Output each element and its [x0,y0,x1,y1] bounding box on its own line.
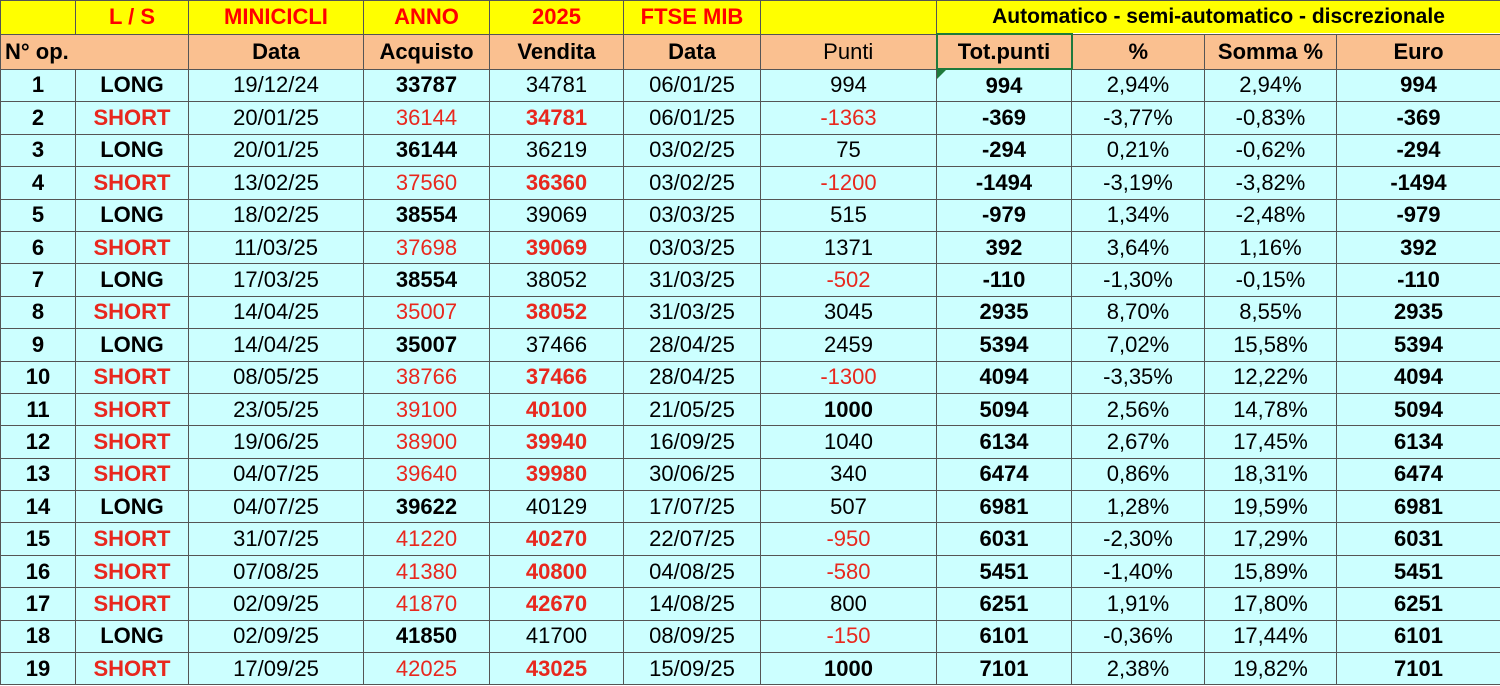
cell-long-short[interactable]: LONG [76,264,189,296]
table-row [1,523,1500,555]
header-data-open[interactable]: Data [189,34,364,69]
cell-acquisto[interactable]: 38900 [364,426,490,458]
cell-op-number[interactable]: 1 [1,69,76,102]
cell-somma-percent[interactable]: -3,82% [1205,167,1337,199]
cell-tot-punti[interactable]: 6031 [937,523,1072,555]
cell-somma-percent[interactable]: 18,31% [1205,458,1337,490]
cell-close-date[interactable]: 03/02/25 [624,167,761,199]
cell-open-date[interactable]: 17/09/25 [189,653,364,685]
cell-somma-percent[interactable]: 14,78% [1205,393,1337,425]
cell-percent[interactable]: 2,56% [1072,393,1205,425]
cell-euro[interactable]: 5394 [1337,329,1500,361]
cell-vendita[interactable]: 38052 [490,264,624,296]
cell-somma-percent[interactable]: 17,29% [1205,523,1337,555]
cell-acquisto[interactable]: 36144 [364,134,490,166]
cell-long-short[interactable]: SHORT [76,426,189,458]
cell-acquisto[interactable]: 37560 [364,167,490,199]
cell-long-short[interactable]: SHORT [76,653,189,685]
table-row [1,653,1500,685]
header-punti[interactable]: Punti [761,34,937,69]
cell-acquisto[interactable]: 39640 [364,458,490,490]
cell-tot-punti[interactable]: -1494 [937,167,1072,199]
table-row [1,329,1500,361]
cell-long-short[interactable]: LONG [76,491,189,523]
cell-punti[interactable]: 2459 [761,329,937,361]
table-row [1,491,1500,523]
title-strategy[interactable]: Automatico - semi-automatico - discrezionale [937,1,1500,35]
cell-close-date[interactable]: 31/03/25 [624,296,761,328]
cell-euro[interactable]: 994 [1337,69,1500,102]
cell-euro[interactable]: -979 [1337,199,1500,231]
cell-percent[interactable]: 7,02% [1072,329,1205,361]
cell-punti[interactable]: 515 [761,199,937,231]
cell-long-short[interactable]: SHORT [76,523,189,555]
cell-op-number[interactable]: 8 [1,296,76,328]
table-row [1,264,1500,296]
cell-percent[interactable]: 1,91% [1072,588,1205,620]
cell-somma-percent[interactable]: -0,15% [1205,264,1337,296]
cell-close-date[interactable]: 08/09/25 [624,620,761,652]
cell-percent[interactable]: 3,64% [1072,231,1205,263]
cell-close-date[interactable]: 15/09/25 [624,653,761,685]
cell-somma-percent[interactable]: 15,58% [1205,329,1337,361]
table-row [1,134,1500,166]
cell-op-number[interactable]: 19 [1,653,76,685]
cell-close-date[interactable]: 03/02/25 [624,134,761,166]
cell-op-number[interactable]: 14 [1,491,76,523]
header-vendita[interactable]: Vendita [490,34,624,69]
cell-acquisto[interactable]: 41380 [364,555,490,587]
table-row [1,231,1500,263]
cell-acquisto[interactable]: 39100 [364,393,490,425]
cell-euro[interactable]: 7101 [1337,653,1500,685]
cell-open-date[interactable]: 11/03/25 [189,231,364,263]
cell-acquisto[interactable]: 41850 [364,620,490,652]
cell-open-date[interactable]: 18/02/25 [189,199,364,231]
cell-euro[interactable]: 5094 [1337,393,1500,425]
cell-somma-percent[interactable]: 19,82% [1205,653,1337,685]
cell-close-date[interactable]: 03/03/25 [624,231,761,263]
cell-close-date[interactable]: 16/09/25 [624,426,761,458]
table-row [1,102,1500,134]
cell-euro[interactable]: 6474 [1337,458,1500,490]
cell-vendita[interactable]: 41700 [490,620,624,652]
cell-open-date[interactable]: 04/07/25 [189,458,364,490]
cell-tot-punti[interactable]: -294 [937,134,1072,166]
cell-op-number[interactable]: 12 [1,426,76,458]
cell-euro[interactable]: 2935 [1337,296,1500,328]
cell-long-short[interactable]: SHORT [76,588,189,620]
cell-punti[interactable]: 340 [761,458,937,490]
cell-vendita[interactable]: 34781 [490,69,624,102]
cell-open-date[interactable]: 04/07/25 [189,491,364,523]
cell-open-date[interactable]: 19/12/24 [189,69,364,102]
cell-open-date[interactable]: 17/03/25 [189,264,364,296]
cell-close-date[interactable]: 28/04/25 [624,329,761,361]
cell-somma-percent[interactable]: 12,22% [1205,361,1337,393]
cell-vendita[interactable]: 42670 [490,588,624,620]
cell-close-date[interactable]: 28/04/25 [624,361,761,393]
cell-vendita[interactable]: 39980 [490,458,624,490]
cell-vendita[interactable]: 37466 [490,361,624,393]
cell-tot-punti[interactable]: 6101 [937,620,1072,652]
cell-euro[interactable]: 6031 [1337,523,1500,555]
table-row [1,426,1500,458]
cell-long-short[interactable]: SHORT [76,361,189,393]
cell-tot-punti[interactable]: 6981 [937,491,1072,523]
table-row [1,167,1500,199]
cell-euro[interactable]: -110 [1337,264,1500,296]
cell-vendita[interactable]: 38052 [490,296,624,328]
cell-open-date[interactable]: 14/04/25 [189,329,364,361]
cell-tot-punti[interactable]: 5394 [937,329,1072,361]
cell-percent[interactable]: -0,36% [1072,620,1205,652]
table-row [1,361,1500,393]
cell-euro[interactable]: 4094 [1337,361,1500,393]
cell-punti[interactable]: 994 [761,69,937,102]
cell-tot-punti[interactable]: 5094 [937,393,1072,425]
cell-op-number[interactable]: 6 [1,231,76,263]
cell-punti[interactable]: -1200 [761,167,937,199]
cell-long-short[interactable]: SHORT [76,393,189,425]
cell-op-number[interactable]: 9 [1,329,76,361]
cell-percent[interactable]: -1,40% [1072,555,1205,587]
cell-punti[interactable]: -1363 [761,102,937,134]
cell-open-date[interactable]: 08/05/25 [189,361,364,393]
cell-tot-punti[interactable]: 6251 [937,588,1072,620]
cell-open-date[interactable]: 20/01/25 [189,134,364,166]
cell-vendita[interactable]: 39069 [490,231,624,263]
cell-acquisto[interactable]: 41220 [364,523,490,555]
header-op-number[interactable]: N° op. [1,34,189,69]
cell-op-number[interactable]: 5 [1,199,76,231]
cell-open-date[interactable]: 23/05/25 [189,393,364,425]
cell-acquisto[interactable]: 38554 [364,199,490,231]
title-cell-empty-2[interactable] [761,1,937,35]
cell-somma-percent[interactable]: 8,55% [1205,296,1337,328]
cell-somma-percent[interactable]: -0,62% [1205,134,1337,166]
cell-vendita[interactable]: 39069 [490,199,624,231]
cell-somma-percent[interactable]: 17,45% [1205,426,1337,458]
cell-vendita[interactable]: 39940 [490,426,624,458]
cell-op-number[interactable]: 4 [1,167,76,199]
cell-vendita[interactable]: 40270 [490,523,624,555]
cell-vendita[interactable]: 40800 [490,555,624,587]
cell-euro[interactable]: 6251 [1337,588,1500,620]
cell-open-date[interactable]: 14/04/25 [189,296,364,328]
cell-percent[interactable]: -1,30% [1072,264,1205,296]
cell-open-date[interactable]: 31/07/25 [189,523,364,555]
cell-op-number[interactable]: 10 [1,361,76,393]
cell-punti[interactable]: -502 [761,264,937,296]
cell-euro[interactable]: 5451 [1337,555,1500,587]
cell-long-short[interactable]: LONG [76,134,189,166]
table-row [1,199,1500,231]
cell-euro[interactable]: 6101 [1337,620,1500,652]
cell-punti[interactable]: 1040 [761,426,937,458]
cell-long-short[interactable]: LONG [76,329,189,361]
cell-op-number[interactable]: 15 [1,523,76,555]
cell-percent[interactable]: 2,38% [1072,653,1205,685]
cell-close-date[interactable]: 22/07/25 [624,523,761,555]
cell-euro[interactable]: 6981 [1337,491,1500,523]
cell-long-short[interactable]: SHORT [76,231,189,263]
cell-acquisto[interactable]: 35007 [364,329,490,361]
cell-close-date[interactable]: 14/08/25 [624,588,761,620]
cell-percent[interactable]: 0,21% [1072,134,1205,166]
cell-punti[interactable]: -950 [761,523,937,555]
cell-close-date[interactable]: 04/08/25 [624,555,761,587]
cell-open-date[interactable]: 02/09/25 [189,588,364,620]
cell-tot-punti[interactable]: 6474 [937,458,1072,490]
cell-somma-percent[interactable]: 15,89% [1205,555,1337,587]
table-row [1,393,1500,425]
cell-acquisto[interactable]: 36144 [364,102,490,134]
cell-somma-percent[interactable]: 17,44% [1205,620,1337,652]
cell-close-date[interactable]: 06/01/25 [624,69,761,102]
header-somma-percent[interactable]: Somma % [1205,34,1337,69]
cell-acquisto[interactable]: 38554 [364,264,490,296]
cell-acquisto[interactable]: 35007 [364,296,490,328]
cell-vendita[interactable]: 43025 [490,653,624,685]
cell-long-short[interactable]: LONG [76,69,189,102]
cell-percent[interactable]: 1,28% [1072,491,1205,523]
header-row [1,34,1500,69]
cell-vendita[interactable]: 40100 [490,393,624,425]
title-index[interactable]: FTSE MIB [624,1,761,35]
table-row [1,620,1500,652]
title-cell-empty[interactable] [1,1,76,35]
header-euro[interactable]: Euro [1337,34,1500,69]
cell-somma-percent[interactable]: 19,59% [1205,491,1337,523]
cell-tot-punti[interactable]: 994 [937,69,1072,102]
cell-long-short[interactable]: SHORT [76,167,189,199]
cell-percent[interactable]: 2,94% [1072,69,1205,102]
cell-long-short[interactable]: SHORT [76,555,189,587]
cell-punti[interactable]: 507 [761,491,937,523]
cell-euro[interactable]: -1494 [1337,167,1500,199]
cell-op-number[interactable]: 18 [1,620,76,652]
cell-vendita[interactable]: 37466 [490,329,624,361]
cell-open-date[interactable]: 02/09/25 [189,620,364,652]
cell-euro[interactable]: 392 [1337,231,1500,263]
cell-tot-punti[interactable]: 392 [937,231,1072,263]
cell-tot-punti[interactable]: 6134 [937,426,1072,458]
cell-long-short[interactable]: LONG [76,620,189,652]
title-row [1,1,1500,35]
cell-percent[interactable]: 2,67% [1072,426,1205,458]
cell-percent[interactable]: 8,70% [1072,296,1205,328]
cell-close-date[interactable]: 17/07/25 [624,491,761,523]
title-ls[interactable]: L / S [76,1,189,35]
cell-tot-punti[interactable]: 2935 [937,296,1072,328]
cell-acquisto[interactable]: 39622 [364,491,490,523]
cell-vendita[interactable]: 34781 [490,102,624,134]
cell-punti[interactable]: -580 [761,555,937,587]
cell-tot-punti[interactable]: 5451 [937,555,1072,587]
cell-open-date[interactable]: 20/01/25 [189,102,364,134]
cell-punti[interactable]: -150 [761,620,937,652]
cell-open-date[interactable]: 07/08/25 [189,555,364,587]
cell-long-short[interactable]: SHORT [76,296,189,328]
cell-somma-percent[interactable]: -0,83% [1205,102,1337,134]
cell-close-date[interactable]: 21/05/25 [624,393,761,425]
table-row [1,588,1500,620]
cell-punti[interactable]: 3045 [761,296,937,328]
cell-punti[interactable]: 75 [761,134,937,166]
cell-somma-percent[interactable]: 17,80% [1205,588,1337,620]
cell-acquisto[interactable]: 42025 [364,653,490,685]
cell-somma-percent[interactable]: -2,48% [1205,199,1337,231]
title-anno[interactable]: ANNO [364,1,490,35]
cell-percent[interactable]: -2,30% [1072,523,1205,555]
cell-punti[interactable]: 1371 [761,231,937,263]
cell-open-date[interactable]: 19/06/25 [189,426,364,458]
cell-tot-punti[interactable]: 7101 [937,653,1072,685]
cell-punti[interactable]: 1000 [761,393,937,425]
cell-vendita[interactable]: 40129 [490,491,624,523]
cell-close-date[interactable]: 31/03/25 [624,264,761,296]
cell-somma-percent[interactable]: 2,94% [1205,69,1337,102]
cell-euro[interactable]: 6134 [1337,426,1500,458]
cell-op-number[interactable]: 17 [1,588,76,620]
cell-vendita[interactable]: 36360 [490,167,624,199]
title-year[interactable]: 2025 [490,1,624,35]
cell-tot-punti[interactable]: -369 [937,102,1072,134]
cell-op-number[interactable]: 2 [1,102,76,134]
header-tot-punti[interactable]: Tot.punti [937,34,1072,69]
cell-percent[interactable]: -3,77% [1072,102,1205,134]
cell-acquisto[interactable]: 37698 [364,231,490,263]
cell-tot-punti[interactable]: 4094 [937,361,1072,393]
cell-percent[interactable]: -3,19% [1072,167,1205,199]
table-row [1,296,1500,328]
cell-op-number[interactable]: 13 [1,458,76,490]
cell-euro[interactable]: -369 [1337,102,1500,134]
table-row [1,69,1500,102]
cell-long-short[interactable]: SHORT [76,458,189,490]
cell-op-number[interactable]: 3 [1,134,76,166]
cell-euro[interactable]: -294 [1337,134,1500,166]
cell-punti[interactable]: 1000 [761,653,937,685]
cell-tot-punti[interactable]: -110 [937,264,1072,296]
cell-percent[interactable]: 1,34% [1072,199,1205,231]
cell-percent[interactable]: -3,35% [1072,361,1205,393]
cell-long-short[interactable]: SHORT [76,102,189,134]
cell-punti[interactable]: 800 [761,588,937,620]
title-minicicli[interactable]: MINICICLI [189,1,364,35]
cell-op-number[interactable]: 11 [1,393,76,425]
cell-op-number[interactable]: 7 [1,264,76,296]
header-acquisto[interactable]: Acquisto [364,34,490,69]
cell-acquisto[interactable]: 33787 [364,69,490,102]
cell-op-number[interactable]: 16 [1,555,76,587]
cell-percent[interactable]: 0,86% [1072,458,1205,490]
cell-long-short[interactable]: LONG [76,199,189,231]
cell-somma-percent[interactable]: 1,16% [1205,231,1337,263]
cell-acquisto[interactable]: 38766 [364,361,490,393]
cell-open-date[interactable]: 13/02/25 [189,167,364,199]
cell-punti[interactable]: -1300 [761,361,937,393]
header-percent[interactable]: % [1072,34,1205,69]
cell-acquisto[interactable]: 41870 [364,588,490,620]
table-row [1,458,1500,490]
cell-close-date[interactable]: 03/03/25 [624,199,761,231]
cell-close-date[interactable]: 06/01/25 [624,102,761,134]
cell-close-date[interactable]: 30/06/25 [624,458,761,490]
cell-vendita[interactable]: 36219 [490,134,624,166]
cell-tot-punti[interactable]: -979 [937,199,1072,231]
table-row [1,555,1500,587]
header-data-close[interactable]: Data [624,34,761,69]
